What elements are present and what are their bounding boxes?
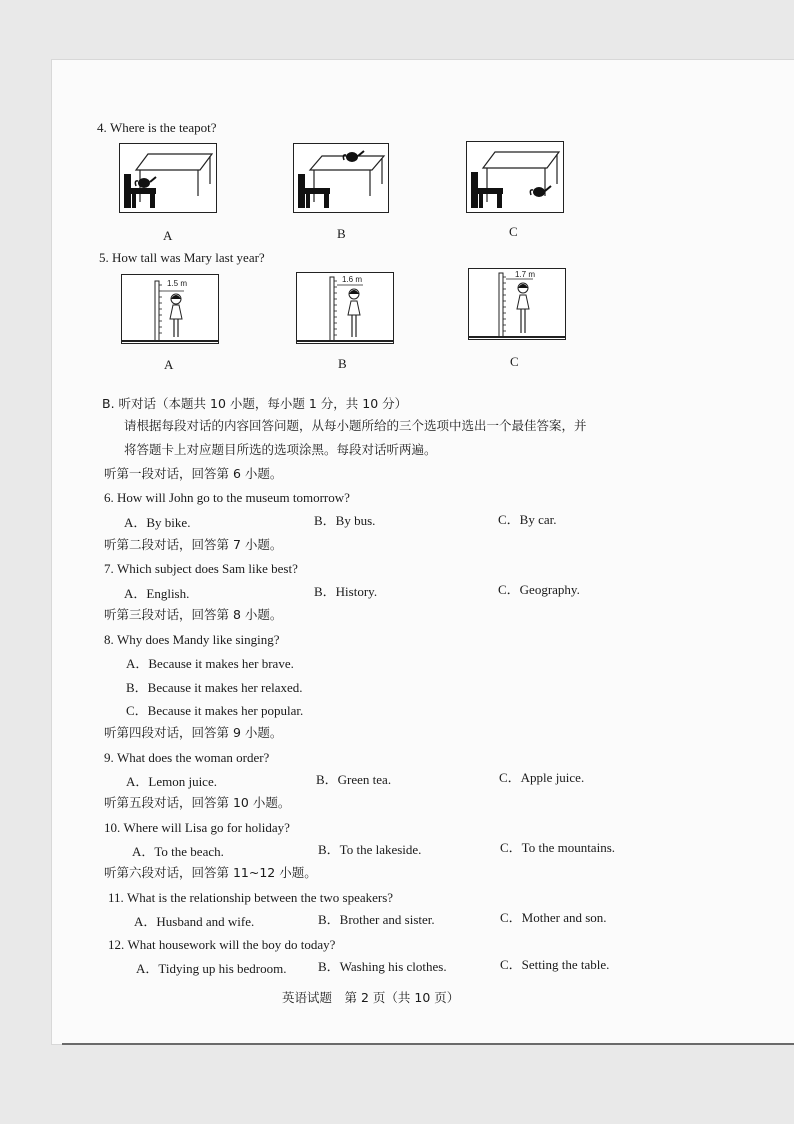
prompt-dialogue-2: 听第二段对话，回答第 7 小题。: [104, 537, 283, 552]
prompt-dialogue-4: 听第四段对话，回答第 9 小题。: [104, 725, 283, 740]
height-label-a: 1.5 m: [167, 279, 188, 288]
question-11: 11. What is the relationship between the two speakers?: [108, 890, 394, 905]
option-5c-label: C: [510, 354, 519, 369]
option-4a-label: A: [163, 228, 173, 243]
question-10: 10. Where will Lisa go for holiday?: [104, 820, 290, 835]
picture-5a-height-chart: [121, 274, 219, 344]
option-9c: C．Apple juice.: [499, 770, 585, 785]
question-9: 9. What does the woman order?: [104, 750, 270, 765]
section-b-instruction-2: 将答题卡上对应题目所选的选项涂黑。每段对话听两遍。: [124, 442, 437, 457]
option-5a-label: A: [164, 357, 174, 372]
option-5b-label: B: [338, 356, 347, 371]
picture-5c-height-chart: [468, 268, 566, 340]
option-12c: C．Setting the table.: [500, 957, 610, 972]
prompt-dialogue-5: 听第五段对话，回答第 10 小题。: [104, 795, 291, 810]
option-8a: A．Because it makes her brave.: [126, 656, 294, 671]
question-5: 5. How tall was Mary last year?: [99, 250, 265, 265]
option-6a: A．By bike.: [124, 515, 191, 530]
option-11a: A．Husband and wife.: [134, 914, 255, 929]
height-label-b: 1.6 m: [342, 275, 363, 284]
section-b-instruction-1: 请根据每段对话的内容回答问题，从每小题所给的三个选项中选出一个最佳答案，并: [124, 418, 587, 433]
page-edge-line: [62, 1043, 794, 1045]
question-6: 6. How will John go to the museum tomorrow?: [104, 490, 350, 505]
page-footer: 英语试题 第 2 页（共 10 页）: [282, 990, 460, 1005]
prompt-dialogue-6: 听第六段对话，回答第 11~12 小题。: [104, 865, 317, 880]
option-12a: A．Tidying up his bedroom.: [136, 961, 287, 976]
option-8c: C．Because it makes her popular.: [126, 703, 304, 718]
option-6c: C．By car.: [498, 512, 557, 527]
question-8: 8. Why does Mandy like singing?: [104, 632, 280, 647]
option-10b: B．To the lakeside.: [318, 842, 422, 857]
option-9a: A．Lemon juice.: [126, 774, 217, 789]
option-10a: A．To the beach.: [132, 844, 224, 859]
height-label-c: 1.7 m: [515, 270, 536, 279]
prompt-dialogue-3: 听第三段对话，回答第 8 小题。: [104, 607, 283, 622]
option-10c: C．To the mountains.: [500, 840, 616, 855]
prompt-dialogue-1: 听第一段对话，回答第 6 小题。: [104, 466, 283, 481]
option-11c: C．Mother and son.: [500, 910, 607, 925]
picture-4c-teapot-under-table: [466, 141, 564, 213]
option-4c-label: C: [509, 224, 518, 239]
option-7c: C．Geography.: [498, 582, 580, 597]
question-12: 12. What housework will the boy do today?: [108, 937, 336, 952]
option-9b: B．Green tea.: [316, 772, 392, 787]
question-7: 7. Which subject does Sam like best?: [104, 561, 298, 576]
option-12b: B．Washing his clothes.: [318, 959, 447, 974]
question-4: 4. Where is the teapot?: [97, 120, 217, 135]
option-7a: A．English.: [124, 586, 190, 601]
picture-5b-height-chart: [296, 272, 394, 344]
section-b-title: B. 听对话（本题共 10 小题，每小题 1 分，共 10 分）: [102, 396, 408, 411]
option-7b: B．History.: [314, 584, 378, 599]
option-11b: B．Brother and sister.: [318, 912, 435, 927]
picture-4b-teapot-on-table: [293, 143, 389, 213]
option-8b: B．Because it makes her relaxed.: [126, 680, 303, 695]
option-6b: B．By bus.: [314, 513, 376, 528]
option-4b-label: B: [337, 226, 346, 241]
picture-4a-teapot-on-chair: [119, 143, 217, 213]
